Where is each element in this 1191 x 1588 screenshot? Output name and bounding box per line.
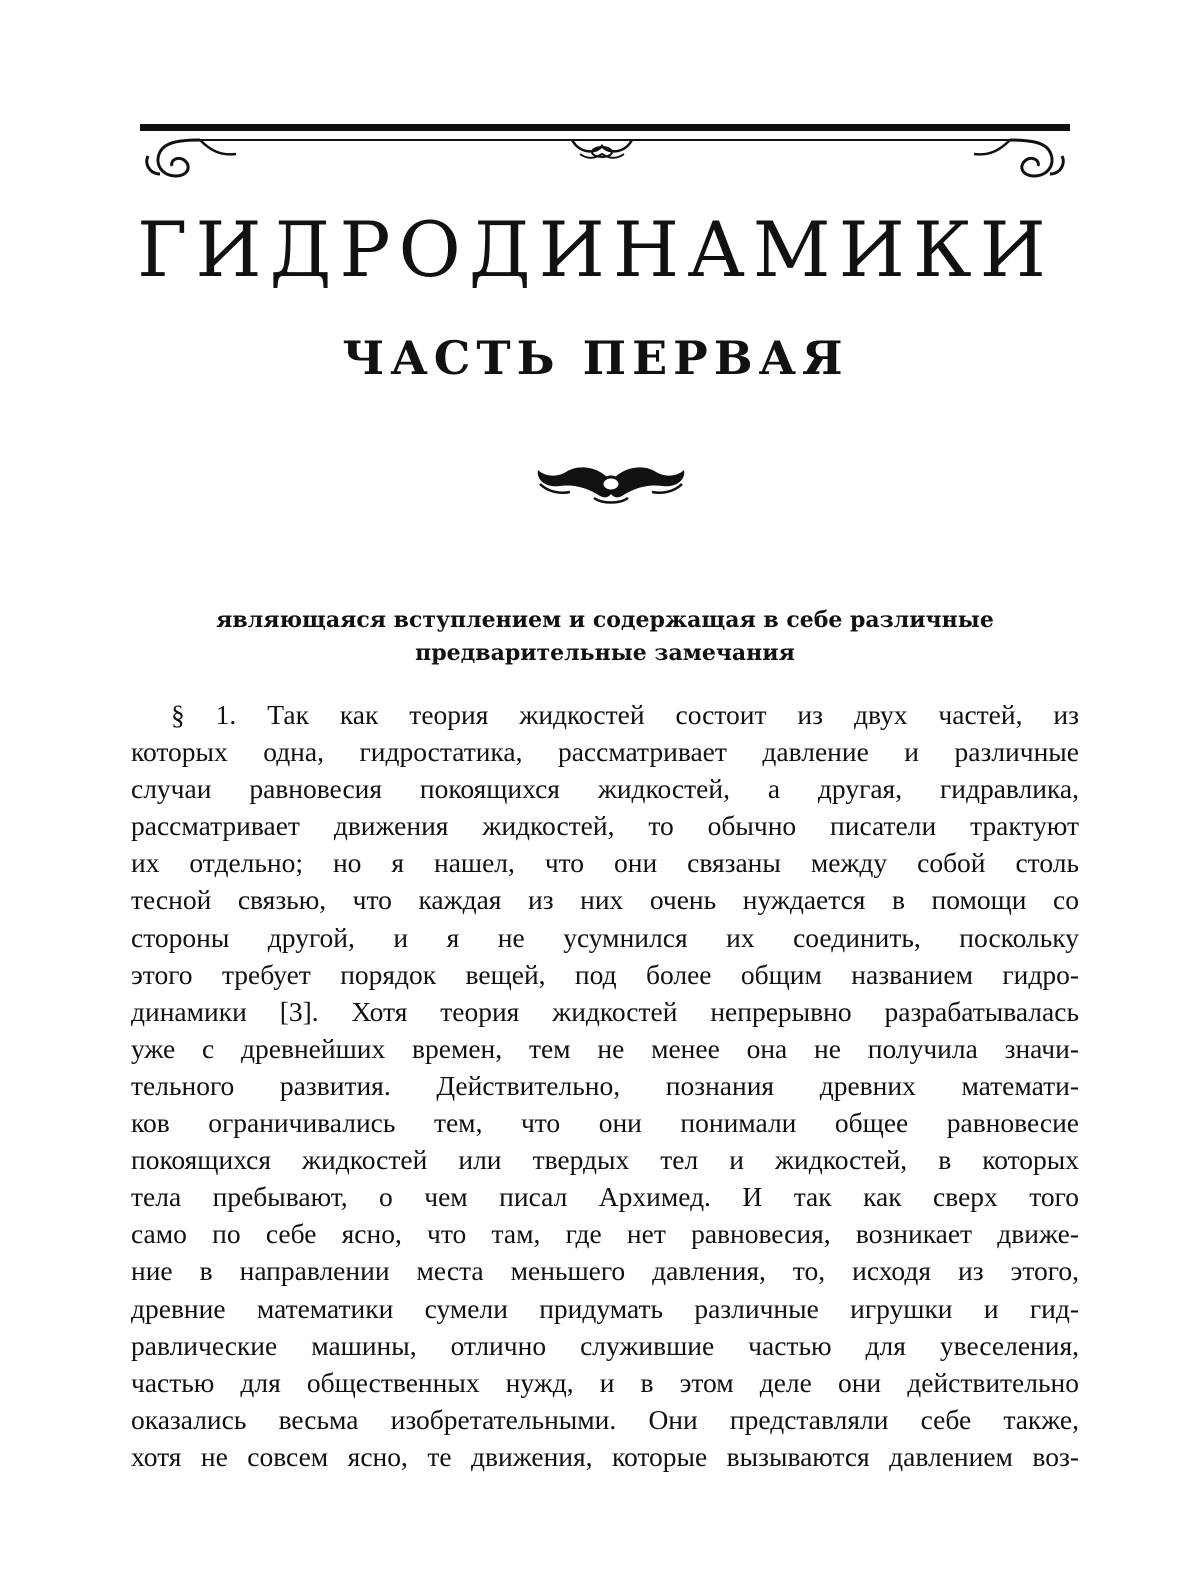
paragraph-line: динамики [3]. Хотя теория жидкостей непрерывно разрабатывалась [131, 995, 1079, 1027]
section-heading [130, 604, 1080, 670]
paragraph-line: равлические машины, отлично служившие частью для увеселения, [131, 1329, 1079, 1361]
paragraph-line: их отдельно; но я нашел, что они связаны между собой столь [131, 847, 1079, 879]
page-subtitle: ЧАСТЬ ПЕРВАЯ [342, 331, 849, 385]
paragraph-line: § 1. Так как теория жидкостей состоит из двух частей, из [171, 699, 1079, 730]
section-heading-line: являющаяся вступлением и содержащая в себе различные [216, 607, 994, 633]
paragraph-line: ков ограничивались тем, что они понимали общее равновесие [131, 1107, 1079, 1139]
paragraph-line: само по себе ясно, что там, где нет равновесия, возникает движе- [131, 1218, 1079, 1250]
paragraph-line: хотя не совсем ясно, те движения, которые вызываются давлением воз- [131, 1440, 1079, 1472]
paragraph-line: оказались весьма изобретательными. Они представляли себе также, [131, 1403, 1079, 1435]
paragraph-line: тесной связью, что каждая из них очень нуждается в помощи со [131, 884, 1079, 916]
paragraph-line: древние математики сумели придумать различные игрушки и гид- [131, 1292, 1079, 1324]
paragraph-line: рассматривает движения жидкостей, то обычно писатели трактуют [131, 810, 1079, 842]
ornamental-headpiece-icon [140, 120, 1070, 192]
paragraph-line: которых одна, гидростатика, рассматривает давление и различные [131, 736, 1079, 768]
paragraph-line: стороны другой, и я не усумнился их соединить, поскольку [131, 921, 1079, 953]
paragraph-line: этого требует порядок вещей, под более общим названием гидро- [131, 958, 1079, 990]
paragraph-line: тельного развития. Действительно, познания древних математи- [131, 1069, 1079, 1101]
ornamental-fleuron-icon [530, 458, 692, 504]
paragraph-line: случаи равновесия покоящихся жидкостей, а другая, гидравлика, [131, 773, 1079, 805]
page-title: ГИДРОДИНАМИКИ [137, 205, 1054, 294]
paragraph-line: тела пребывают, о чем писал Архимед. И так как сверх того [131, 1181, 1079, 1213]
paragraph-line: уже с древнейших времен, тем не менее она не получила значи- [131, 1032, 1079, 1064]
paragraph-line: покоящихся жидкостей или твердых тел и жидкостей, в которых [131, 1144, 1079, 1176]
body-paragraph [131, 696, 1079, 1475]
paragraph-line: ние в направлении места меньшего давления, то, исходя из этого, [131, 1255, 1079, 1287]
section-heading-line: предварительные замечания [415, 640, 795, 666]
paragraph-line: частью для общественных нужд, и в этом деле они действительно [131, 1366, 1079, 1398]
